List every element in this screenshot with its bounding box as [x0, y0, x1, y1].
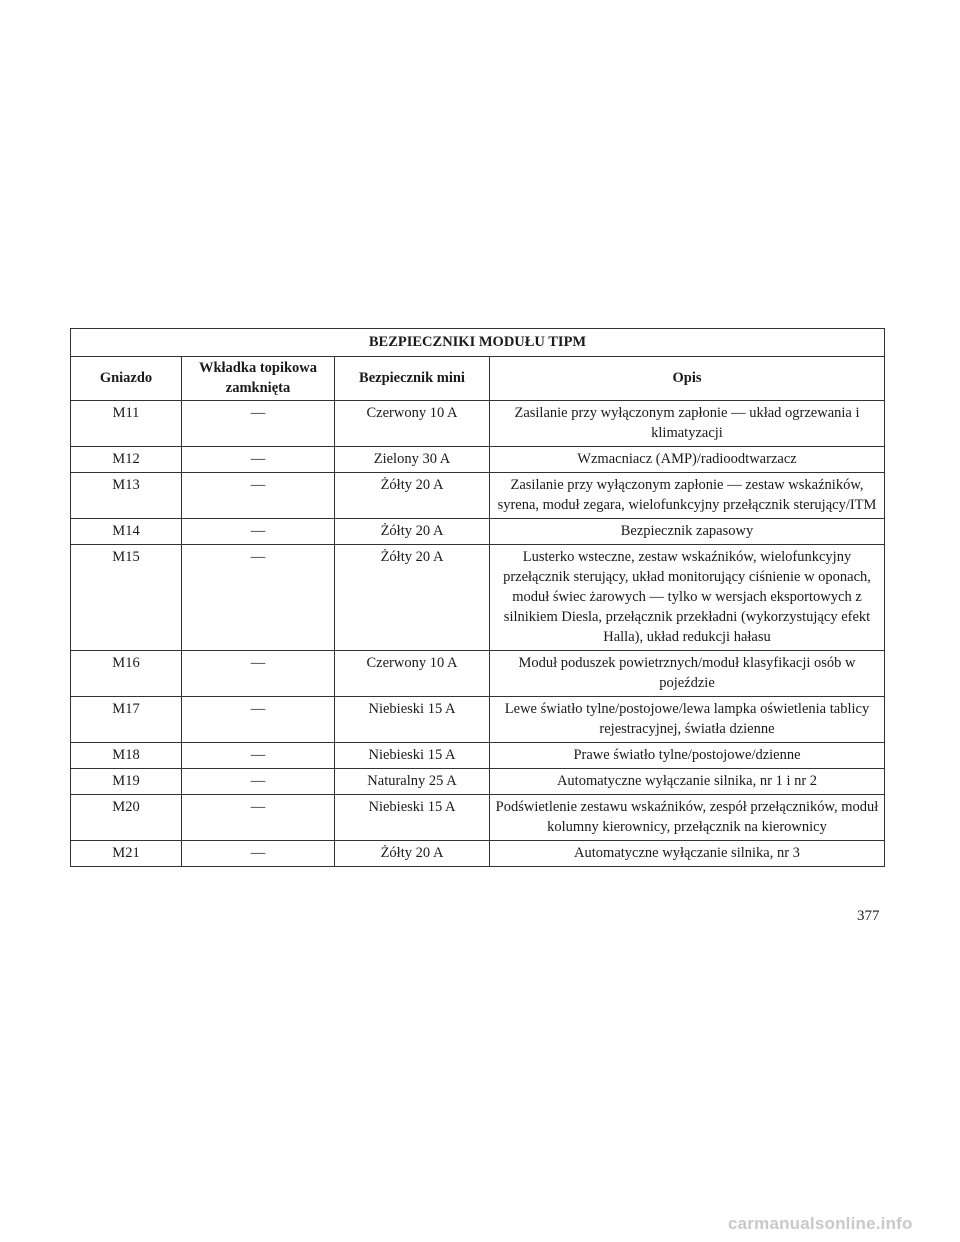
- header-socket: Gniazdo: [71, 357, 182, 401]
- cell-description: Zasilanie przy wyłączonym zapłonie — układ ogrzewania i klimatyzacji: [490, 401, 885, 447]
- cell-socket: M16: [71, 651, 182, 697]
- cell-mini: Niebieski 15 A: [335, 795, 490, 841]
- cell-socket: M20: [71, 795, 182, 841]
- cell-mini: Niebieski 15 A: [335, 743, 490, 769]
- table-row: [71, 651, 885, 697]
- cell-cartridge: —: [182, 651, 335, 697]
- cell-mini: Żółty 20 A: [335, 841, 490, 867]
- cell-mini: Zielony 30 A: [335, 447, 490, 473]
- table-row: [71, 545, 885, 651]
- page-number: 377: [857, 908, 880, 924]
- cell-description: Moduł poduszek powietrznych/moduł klasyfikacji osób w pojeździe: [490, 651, 885, 697]
- cell-cartridge: —: [182, 795, 335, 841]
- cell-description: Zasilanie przy wyłączonym zapłonie — zestaw wskaźników, syrena, moduł zegara, wielofunkcyjny przełącznik sterujący/ITM: [490, 473, 885, 519]
- cell-description: Automatyczne wyłączanie silnika, nr 3: [490, 841, 885, 867]
- table-row: [71, 401, 885, 447]
- table-row: [71, 447, 885, 473]
- cell-mini: Czerwony 10 A: [335, 401, 490, 447]
- cell-socket: M11: [71, 401, 182, 447]
- header-mini: Bezpiecznik mini: [335, 357, 490, 401]
- cell-socket: M12: [71, 447, 182, 473]
- cell-socket: M14: [71, 519, 182, 545]
- cell-mini: Żółty 20 A: [335, 473, 490, 519]
- cell-cartridge: —: [182, 447, 335, 473]
- cell-socket: M15: [71, 545, 182, 651]
- table-row: [71, 473, 885, 519]
- cell-mini: Naturalny 25 A: [335, 769, 490, 795]
- cell-description: Wzmacniacz (AMP)/radioodtwarzacz: [490, 447, 885, 473]
- cell-cartridge: —: [182, 743, 335, 769]
- table-row: [71, 795, 885, 841]
- cell-description: Podświetlenie zestawu wskaźników, zespół przełączników, moduł kolumny kierownicy, przełącznik na kierownicy: [490, 795, 885, 841]
- cell-cartridge: —: [182, 519, 335, 545]
- table-title-row: [71, 329, 885, 357]
- table-row: [71, 743, 885, 769]
- cell-mini: Żółty 20 A: [335, 519, 490, 545]
- table-row: [71, 769, 885, 795]
- cell-description: Lewe światło tylne/postojowe/lewa lampka oświetlenia tablicy rejestracyjnej, światła dzienne: [490, 697, 885, 743]
- table-row: [71, 841, 885, 867]
- header-description: Opis: [490, 357, 885, 401]
- cell-description: Lusterko wsteczne, zestaw wskaźników, wielofunkcyjny przełącznik sterujący, układ monitorujący ciśnienie w oponach, moduł świec żarowych — tylko w wersjach eksportowych z silnikiem Diesla, przełącznik przekładni (wykorzystujący efekt Halla), układ redukcji hałasu: [490, 545, 885, 651]
- cell-cartridge: —: [182, 545, 335, 651]
- cell-description: Prawe światło tylne/postojowe/dzienne: [490, 743, 885, 769]
- table-row: [71, 697, 885, 743]
- cell-mini: Czerwony 10 A: [335, 651, 490, 697]
- cell-cartridge: —: [182, 697, 335, 743]
- cell-description: Automatyczne wyłączanie silnika, nr 1 i nr 2: [490, 769, 885, 795]
- cell-socket: M13: [71, 473, 182, 519]
- table-header-row: [71, 357, 885, 401]
- cell-cartridge: —: [182, 769, 335, 795]
- cell-description: Bezpiecznik zapasowy: [490, 519, 885, 545]
- cell-mini: Niebieski 15 A: [335, 697, 490, 743]
- cell-socket: M19: [71, 769, 182, 795]
- cell-socket: M18: [71, 743, 182, 769]
- cell-socket: M17: [71, 697, 182, 743]
- cell-mini: Żółty 20 A: [335, 545, 490, 651]
- cell-cartridge: —: [182, 473, 335, 519]
- table-row: [71, 519, 885, 545]
- table-title: BEZPIECZNIKI MODUŁU TIPM: [71, 329, 885, 357]
- cell-cartridge: —: [182, 401, 335, 447]
- fuse-table: [70, 328, 885, 867]
- watermark: carmanualsonline.info: [728, 1214, 913, 1233]
- cell-cartridge: —: [182, 841, 335, 867]
- cell-socket: M21: [71, 841, 182, 867]
- header-cartridge: Wkładka topikowa zamknięta: [182, 357, 335, 401]
